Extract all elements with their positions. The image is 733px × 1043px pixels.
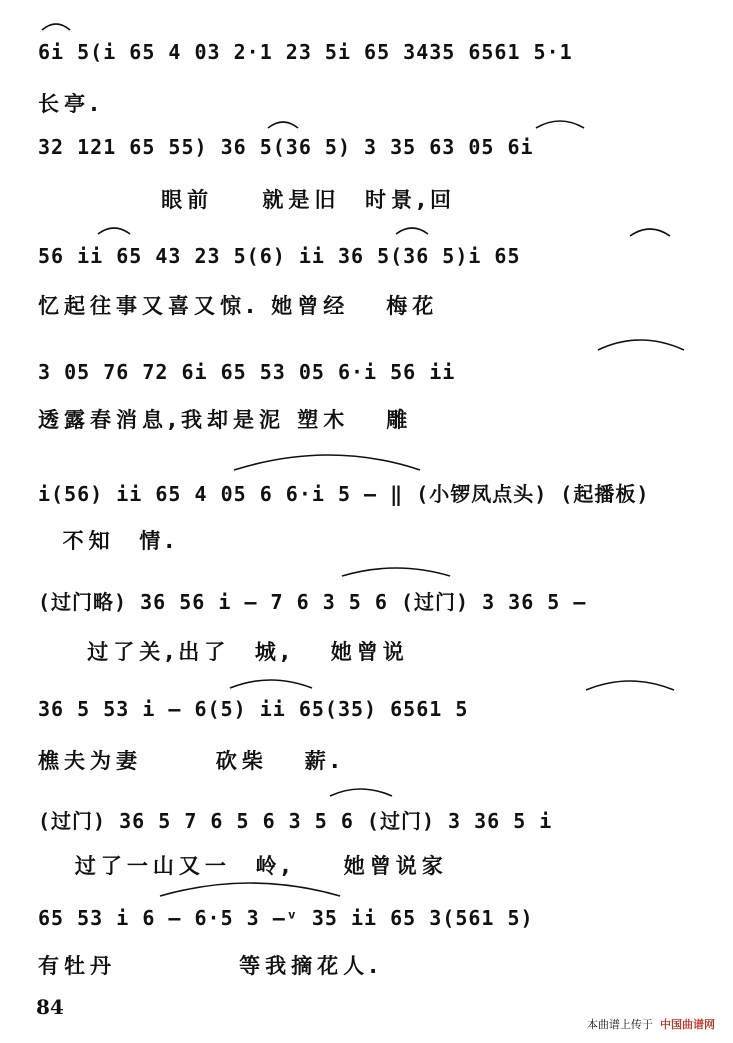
slur-mark xyxy=(586,681,674,690)
slur-mark xyxy=(268,122,298,128)
lyrics-line-8: 过了一山又一 岭, 她曾说家 xyxy=(38,854,448,878)
lyrics-line-1: 长亭. xyxy=(38,92,103,116)
notation-line-7: 36 5 53 i — 6(5) ii 65(35) 6561 5 xyxy=(38,697,469,721)
slur-mark xyxy=(342,568,450,576)
watermark-text: 本曲谱上传于 xyxy=(586,1019,653,1031)
slur-mark xyxy=(396,228,428,234)
lyrics-line-3: 忆起往事又喜又惊. 她曾经 梅花 xyxy=(38,294,439,318)
notation-line-8: (过门) 36 5 7 6 5 6 3 5 6 (过门) 3 36 5 i xyxy=(38,809,553,833)
lyrics-line-7: 樵夫为妻 砍柴 薪. xyxy=(38,749,344,773)
slur-mark xyxy=(160,883,340,896)
lyrics-line-9: 有牡丹 等我摘花人. xyxy=(38,954,383,978)
page-number: 84 xyxy=(36,995,64,1019)
slur-mark xyxy=(98,228,130,234)
lyrics-line-4: 透露春消息,我却是泥 塑木 雕 xyxy=(38,408,413,432)
slur-mark xyxy=(230,680,312,688)
slur-mark xyxy=(330,789,392,796)
lyrics-line-5: 不知 情. xyxy=(38,529,179,553)
watermark-site-name: 中国曲谱网 xyxy=(660,1019,715,1031)
lyrics-line-6: 过了关,出了 城, 她曾说 xyxy=(38,640,409,664)
slur-mark xyxy=(598,340,684,350)
notation-line-9: 65 53 i 6 — 6·5 3 —ᵛ 35 ii 65 3(561 5) xyxy=(38,906,534,930)
notation-line-5: i(56) ii 65 4 05 6 6·i 5 — ‖ (小锣凤点头) (起播板) xyxy=(38,482,650,506)
slur-mark xyxy=(234,455,420,470)
lyrics-line-2: 眼前 就是旧 时景,回 xyxy=(38,188,456,212)
notation-line-2: 32 121 65 55) 36 5(36 5) 3 35 63 05 6i xyxy=(38,135,534,159)
notation-line-6: (过门略) 36 56 i — 7 6 3 5 6 (过门) 3 36 5 — xyxy=(38,590,587,614)
slur-mark xyxy=(536,121,584,128)
slur-mark xyxy=(630,229,670,236)
slur-mark xyxy=(42,24,70,30)
watermark xyxy=(587,1016,715,1032)
notation-line-3: 56 ii 65 43 23 5(6) ii 36 5(36 5)i 65 xyxy=(38,244,521,268)
notation-line-1: 6i 5(i 65 4 03 2·1 23 5i 65 3435 6561 5·1 xyxy=(38,40,573,64)
notation-line-4: 3 05 76 72 6i 65 53 05 6·i 56 ii xyxy=(38,360,456,384)
